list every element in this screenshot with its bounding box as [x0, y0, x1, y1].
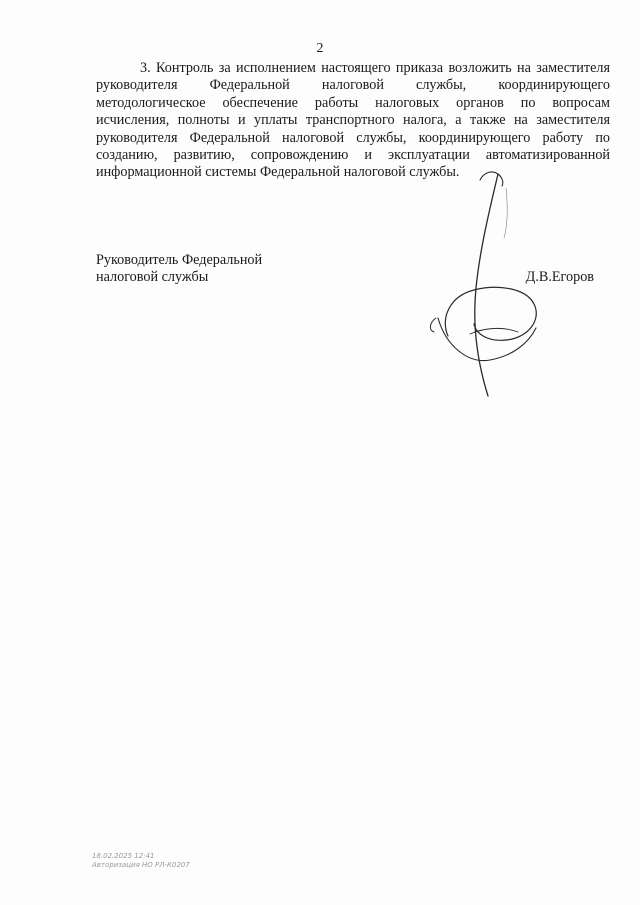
footer-registration: Авторизация НО РЛ-К0207	[92, 861, 190, 869]
paragraph-line: созданию, развитию, сопровождению и эксплуатации автоматизированной	[96, 146, 610, 163]
paragraph-line: информационной системы Федеральной налоговой службы.	[96, 164, 460, 181]
signatory-title-line: Руководитель Федеральной	[96, 252, 263, 268]
paragraph-line: руководителя Федеральной налоговой службы, координирующего работу по	[96, 129, 610, 146]
signatory-title-line: налоговой службы	[96, 269, 209, 286]
signatory-title	[96, 252, 262, 287]
paragraph-line: 3. Контроль за исполнением настоящего приказа возложить на заместителя	[140, 60, 610, 76]
page-number: 2	[316, 41, 324, 56]
signatory-name: Д.В.Егоров	[525, 269, 594, 286]
footer-stamp	[92, 852, 190, 870]
footer-timestamp: 18.02.2025 12:41	[92, 852, 155, 860]
body-paragraph	[96, 60, 610, 182]
handwritten-signature	[418, 168, 558, 400]
paragraph-line: исчисления, полноты и уплаты транспортного налога, а также на заместителя	[96, 112, 610, 129]
paragraph-line: методологическое обеспечение работы налоговых органов по вопросам	[96, 94, 610, 111]
paragraph-line: руководителя Федеральной налоговой службы, координирующего	[96, 77, 610, 94]
